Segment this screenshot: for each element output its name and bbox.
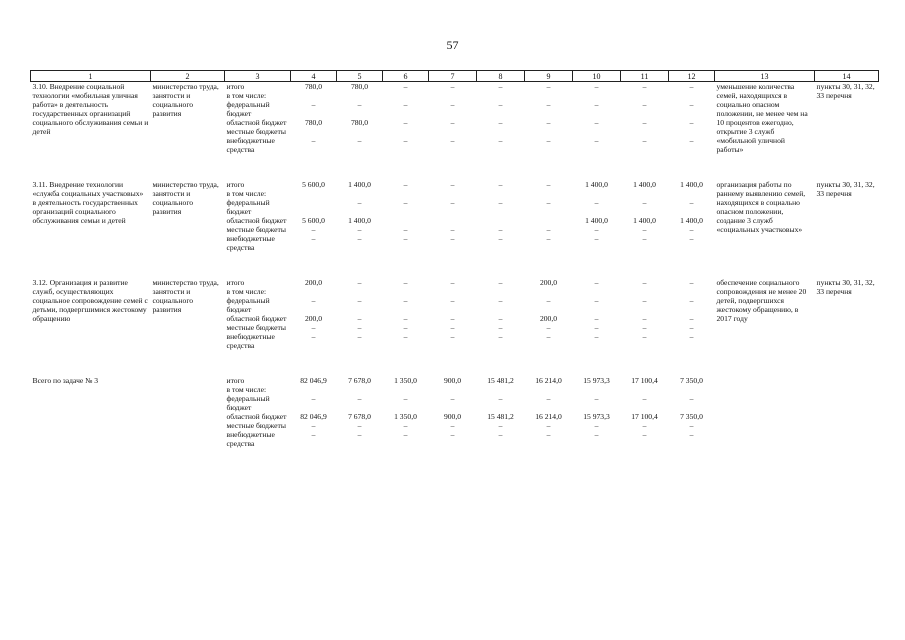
amount-cell: – [642,394,647,403]
amount-cell [291,189,337,198]
amount-cell: – [498,421,503,430]
amount-cell: – [403,198,408,207]
amount-cell: – [642,82,647,91]
amount-cell: 1 400,0 [585,180,608,189]
amount-cell [383,216,429,225]
amount-cell: – [546,82,551,91]
block-title: 3.10. Внедрение социальной технологии «мобильная уличная работа» в деятельность государственных организаций социального обслуживания семьи и детей [32,82,149,136]
amount-cell: – [498,82,503,91]
amount-cell [477,189,525,198]
amount-cell: – [311,394,316,403]
amount-cell: – [357,430,362,439]
funding-category: областной бюджет [226,314,287,323]
amount-cell [291,91,337,100]
amount-cell: 16 214,0 [535,376,562,385]
amount-cell: 780,0 [350,118,369,127]
amount-cell: – [450,100,455,109]
amount-cell: – [546,323,551,332]
amount-cell [291,127,337,136]
amount-cell: – [498,225,503,234]
amount-cell: – [403,278,408,287]
amount-cell: 1 400,0 [348,216,371,225]
funding-category: в том числе: [226,189,267,198]
block-executor: министерство труда, занятости и социального развития [152,82,219,118]
funding-category: областной бюджет [226,118,287,127]
amount-cell [429,216,477,225]
amount-cell: – [311,100,316,109]
amount-cell: 15 481,2 [487,376,514,385]
amount-cell [669,91,715,100]
amount-cell: – [498,198,503,207]
amount-cell [383,127,429,136]
amount-cell: – [403,314,408,323]
amount-cell: – [642,198,647,207]
block-points: пункты 30, 31, 32, 33 перечня [816,82,875,100]
funding-category: внебюджетные средства [226,332,275,350]
amount-cell: – [311,323,316,332]
page-number: 57 [446,38,459,52]
amount-cell: – [357,314,362,323]
column-number-header: 2 [151,71,225,82]
amount-cell [429,91,477,100]
funding-category: итого [226,82,245,91]
block-result: обеспечение социального сопровождения не менее 20 детей, подвергшихся жестокому обращению, в 2017 году [716,278,807,323]
amount-cell: 1 350,0 [394,412,417,421]
amount-cell: – [498,430,503,439]
amount-cell: 17 100,4 [631,412,658,421]
amount-cell [669,385,715,394]
amount-cell: – [357,394,362,403]
amount-cell: – [594,332,599,341]
amount-cell: – [450,323,455,332]
amount-cell: 1 400,0 [680,180,703,189]
amount-cell: – [689,332,694,341]
block-points: пункты 30, 31, 32, 33 перечня [816,278,875,296]
amount-cell: – [642,118,647,127]
amount-cell: – [357,136,362,145]
amount-cell: – [311,421,316,430]
amount-cell: – [498,234,503,243]
block-executor [151,376,225,448]
amount-cell: 1 400,0 [585,216,608,225]
amount-cell: – [689,296,694,305]
funding-category: местные бюджеты [226,225,286,234]
amount-cell [477,127,525,136]
amount-cell: – [689,118,694,127]
funding-category: итого [226,180,245,189]
amount-cell: – [403,394,408,403]
amount-cell [573,385,621,394]
amount-cell: – [498,180,503,189]
amount-cell [429,385,477,394]
amount-cell: – [450,118,455,127]
amount-cell: – [594,198,599,207]
amount-cell: 7 350,0 [680,376,703,385]
amount-cell: – [357,278,362,287]
amount-cell: – [450,296,455,305]
amount-cell: 7 678,0 [348,376,371,385]
amount-cell: – [357,198,362,207]
funding-category: итого [226,278,245,287]
amount-cell: 200,0 [304,314,323,323]
amount-cell: – [689,421,694,430]
amount-cell: – [594,430,599,439]
amount-cell: – [498,278,503,287]
funding-category: в том числе: [226,91,267,100]
amount-cell [383,385,429,394]
amount-cell: – [498,100,503,109]
amount-cell: 780,0 [304,118,323,127]
amount-cell: – [498,118,503,127]
column-number-header: 1 [31,71,151,82]
amount-cell: – [403,118,408,127]
amount-cell: 1 400,0 [633,216,656,225]
amount-cell: – [546,100,551,109]
amount-cell: – [498,314,503,323]
amount-cell: – [357,421,362,430]
amount-cell: – [642,430,647,439]
column-number-header: 10 [573,71,621,82]
amount-cell: – [357,225,362,234]
block-title: 3.12. Организация и развитие служб, осуществляющих социальное сопровождение семей с детьми, подвергшимися жестокому обращению [32,278,148,323]
amount-cell [383,91,429,100]
amount-cell [291,287,337,296]
amount-cell [669,287,715,296]
budget-table [30,70,879,448]
amount-cell [621,189,669,198]
column-number-header: 6 [383,71,429,82]
amount-cell: 16 214,0 [535,412,562,421]
amount-cell: – [403,323,408,332]
amount-cell [669,189,715,198]
block-result: организация работы по раннему выявлению семей, находящихся в социально опасном положении, создание 3 служб «социальных участковых» [716,180,806,234]
amount-cell: 200,0 [539,278,558,287]
amount-cell: – [546,136,551,145]
amount-cell: 7 678,0 [348,412,371,421]
amount-cell: – [403,421,408,430]
spacer-cell [31,252,879,278]
amount-cell: – [311,136,316,145]
amount-cell [525,189,573,198]
amount-cell: – [689,314,694,323]
amount-cell [429,127,477,136]
block-spacer [31,154,879,180]
amount-cell: 200,0 [304,278,323,287]
amount-cell: 17 100,4 [631,376,658,385]
amount-cell: – [450,394,455,403]
amount-cell [477,287,525,296]
amount-cell: – [689,234,694,243]
amount-cell: – [642,278,647,287]
amount-cell: – [546,332,551,341]
amount-cell: – [594,100,599,109]
funding-category: итого [226,376,245,385]
amount-cell: – [403,225,408,234]
amount-cell: 1 400,0 [348,180,371,189]
spacer-cell [31,154,879,180]
amount-cell [525,127,573,136]
amount-cell: – [642,314,647,323]
amount-cell: 15 973,3 [583,376,610,385]
amount-cell: – [594,278,599,287]
block-result: уменьшение количества семей, находящихся в социально опасном положении, не менее чем на 10 процентов ежегодно, открытие 3 служб «мобильной уличной работы» [716,82,808,154]
amount-cell: – [498,394,503,403]
funding-category: внебюджетные средства [226,136,275,154]
amount-cell: – [689,394,694,403]
amount-cell [477,216,525,225]
block-title: Всего по задаче № 3 [32,376,99,385]
amount-cell: – [689,136,694,145]
column-number-header: 8 [477,71,525,82]
amount-cell [525,287,573,296]
amount-cell: – [642,100,647,109]
funding-category: местные бюджеты [226,421,286,430]
amount-cell: – [594,394,599,403]
amount-cell: 15 973,3 [583,412,610,421]
funding-category: в том числе: [226,385,267,394]
amount-cell [621,385,669,394]
amount-cell: – [311,296,316,305]
amount-cell: – [403,234,408,243]
funding-category: федеральный бюджет [226,198,270,216]
amount-cell: – [689,198,694,207]
amount-cell: – [450,314,455,323]
block-spacer [31,350,879,376]
amount-cell: – [311,234,316,243]
amount-cell: – [357,234,362,243]
funding-category: внебюджетные средства [226,234,275,252]
amount-cell: – [594,225,599,234]
amount-cell: – [450,430,455,439]
amount-cell [383,189,429,198]
block-result [715,376,815,448]
amount-cell [573,91,621,100]
amount-cell: – [642,323,647,332]
amount-cell [525,91,573,100]
amount-cell: – [689,323,694,332]
table-row [31,376,879,385]
amount-cell: – [403,82,408,91]
amount-cell: – [311,430,316,439]
amount-cell: – [546,234,551,243]
amount-cell: – [403,296,408,305]
column-number-row [31,71,879,82]
amount-cell: – [498,332,503,341]
amount-cell: – [357,323,362,332]
amount-cell: 7 350,0 [680,412,703,421]
column-number-header: 7 [429,71,477,82]
amount-cell: – [450,332,455,341]
amount-cell: 82 046,9 [300,412,327,421]
block-points [815,376,879,448]
amount-cell: – [546,225,551,234]
funding-category: областной бюджет [226,216,287,225]
block-executor: министерство труда, занятости и социального развития [152,278,219,314]
amount-cell: – [546,118,551,127]
amount-cell: – [403,430,408,439]
amount-cell [337,385,383,394]
amount-cell: – [357,296,362,305]
amount-cell: – [403,136,408,145]
amount-cell: – [642,332,647,341]
amount-cell [337,287,383,296]
amount-cell: – [450,82,455,91]
amount-cell: – [450,136,455,145]
amount-cell: – [642,234,647,243]
amount-cell: – [311,225,316,234]
amount-cell: – [689,225,694,234]
table-row [31,180,879,189]
amount-cell: – [357,332,362,341]
amount-cell: – [642,421,647,430]
amount-cell: – [642,225,647,234]
column-number-header: 11 [621,71,669,82]
column-number-header: 13 [715,71,815,82]
amount-cell: 1 400,0 [680,216,703,225]
amount-cell: 5 600,0 [302,180,325,189]
amount-cell: – [498,323,503,332]
amount-cell: – [546,430,551,439]
funding-category: областной бюджет [226,412,287,421]
amount-cell: – [689,430,694,439]
amount-cell: – [311,332,316,341]
funding-category: федеральный бюджет [226,296,270,314]
amount-cell [383,287,429,296]
amount-cell: – [450,234,455,243]
table-row [31,278,879,287]
amount-cell: – [594,234,599,243]
block-executor: министерство труда, занятости и социального развития [152,180,219,216]
amount-cell: – [450,421,455,430]
column-number-header: 5 [337,71,383,82]
amount-cell: 200,0 [539,314,558,323]
amount-cell [621,287,669,296]
funding-category: федеральный бюджет [226,394,270,412]
spacer-cell [31,350,879,376]
column-number-header: 9 [525,71,573,82]
funding-category: местные бюджеты [226,323,286,332]
amount-cell: – [357,100,362,109]
amount-cell: 15 481,2 [487,412,514,421]
amount-cell: – [594,296,599,305]
amount-cell: – [594,314,599,323]
amount-cell: – [403,332,408,341]
amount-cell [573,287,621,296]
column-number-header: 14 [815,71,879,82]
amount-cell [337,189,383,198]
amount-cell [477,385,525,394]
funding-category: местные бюджеты [226,127,286,136]
amount-cell [573,189,621,198]
amount-cell: – [450,198,455,207]
amount-cell: – [642,296,647,305]
amount-cell [621,91,669,100]
amount-cell [291,198,337,216]
amount-cell [337,127,383,136]
amount-cell: 900,0 [443,412,462,421]
amount-cell: – [594,82,599,91]
amount-cell: – [498,296,503,305]
amount-cell: – [403,100,408,109]
column-number-header: 12 [669,71,715,82]
amount-cell: – [450,225,455,234]
amount-cell: – [450,278,455,287]
amount-cell [477,91,525,100]
amount-cell: – [546,198,551,207]
amount-cell: – [642,136,647,145]
amount-cell [429,189,477,198]
amount-cell [525,216,573,225]
amount-cell: – [689,100,694,109]
amount-cell [525,385,573,394]
amount-cell: – [689,278,694,287]
block-spacer [31,252,879,278]
amount-cell [337,91,383,100]
amount-cell: 780,0 [304,82,323,91]
amount-cell: 5 600,0 [302,216,325,225]
amount-cell: 780,0 [350,82,369,91]
table-row [31,82,879,92]
amount-cell [291,385,337,394]
amount-cell: – [498,136,503,145]
amount-cell [573,127,621,136]
block-title: 3.11. Внедрение технологии «служба социальных участковых» в деятельность государственных организаций социального обслуживания семьи и детей [32,180,144,225]
amount-cell: 1 400,0 [633,180,656,189]
column-number-header: 4 [291,71,337,82]
amount-cell: – [689,82,694,91]
amount-cell: – [594,323,599,332]
amount-cell: – [594,136,599,145]
amount-cell [429,287,477,296]
amount-cell: – [546,394,551,403]
amount-cell [669,127,715,136]
amount-cell: – [594,421,599,430]
amount-cell: – [546,296,551,305]
amount-cell: – [546,180,551,189]
amount-cell: 1 350,0 [394,376,417,385]
amount-cell: 900,0 [443,376,462,385]
funding-category: внебюджетные средства [226,430,275,448]
amount-cell: – [403,180,408,189]
amount-cell: – [450,180,455,189]
funding-category: в том числе: [226,287,267,296]
funding-category: федеральный бюджет [226,100,270,118]
amount-cell: 82 046,9 [300,376,327,385]
amount-cell: – [546,421,551,430]
block-points: пункты 30, 31, 32, 33 перечня [816,180,875,198]
amount-cell [621,127,669,136]
amount-cell: – [594,118,599,127]
column-number-header: 3 [225,71,291,82]
